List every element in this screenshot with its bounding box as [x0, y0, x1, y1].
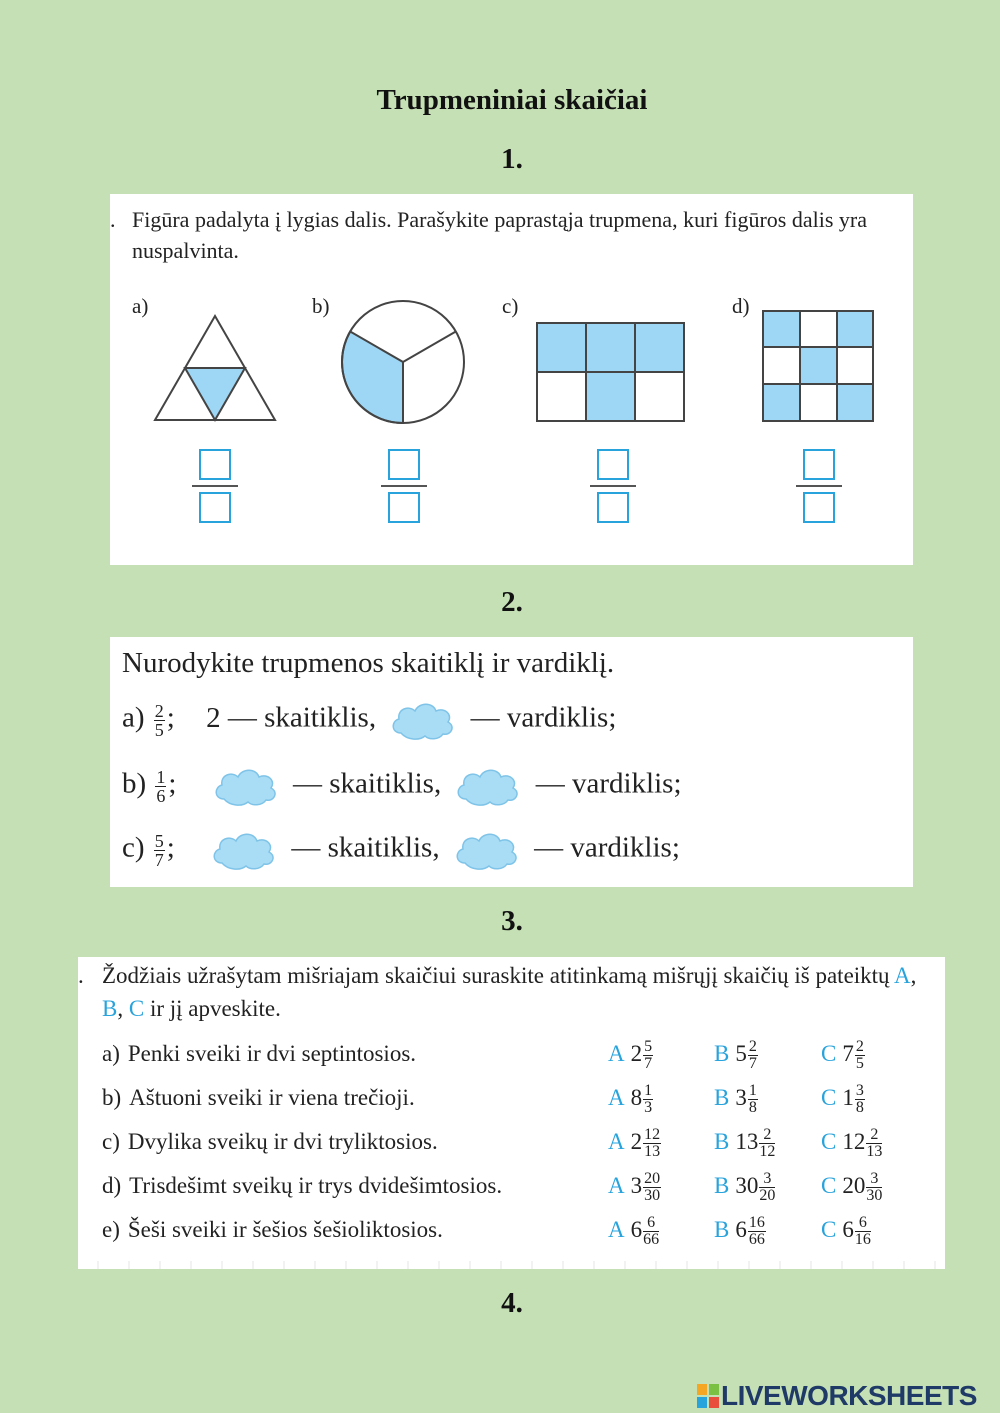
answer-c-fraction-bar: [590, 485, 636, 487]
option-fraction: $\frac{6}{16}$: [854, 1214, 871, 1248]
option-a[interactable]: [608, 1039, 653, 1072]
option-whole: 12: [842, 1128, 866, 1154]
item-c-fraction: $\frac{5}{7}$: [154, 830, 164, 870]
option-fraction: $\frac{3}{8}$: [855, 1082, 864, 1116]
option-a[interactable]: [608, 1083, 653, 1116]
answer-b-denominator-input[interactable]: [388, 492, 420, 523]
row-text: Dvylika sveikų ir dvi tryliktosios.: [127, 1129, 438, 1154]
figure-a-triangle: [150, 312, 280, 424]
option-b[interactable]: [714, 1127, 775, 1160]
option-b[interactable]: [714, 1083, 758, 1116]
option-whole: 20: [842, 1172, 866, 1198]
item-b-numerator-cloud-input[interactable]: [212, 765, 280, 807]
letter-b: B: [102, 996, 118, 1021]
row-text: Šeši sveiki ir šešios šešioliktosios.: [127, 1217, 443, 1242]
answer-d-denominator-input[interactable]: [803, 492, 835, 523]
option-whole: 1: [842, 1084, 854, 1110]
bottom-tick-marks: [78, 1261, 945, 1269]
figure-d-grid: [762, 310, 874, 422]
option-fraction: $\frac{2}{5}$: [855, 1038, 864, 1072]
figure-b-circle: [338, 300, 468, 426]
row-label: e): [102, 1217, 120, 1242]
option-whole: 6: [735, 1216, 747, 1242]
page-title: Trupmeniniai skaičiai: [376, 84, 648, 116]
exercise-1-bullet: .: [110, 207, 116, 232]
comma-2: ,: [117, 996, 124, 1021]
exercise-3-row: [102, 1217, 443, 1261]
answer-c-denominator-input[interactable]: [597, 492, 629, 523]
option-letter: B: [714, 1040, 730, 1066]
option-whole: 2: [630, 1040, 643, 1066]
option-whole: 2: [630, 1128, 643, 1154]
item-a-vardiklis-text: — vardiklis;: [470, 701, 617, 734]
exercise-3-row: [102, 1085, 415, 1129]
item-b-skaitiklis-text: — skaitiklis,: [292, 767, 442, 800]
option-whole: 8: [630, 1084, 643, 1110]
exercise-3-instruction-part1: Žodžiais užrašytam mišriajam skaičiui suraskite atitinkamą mišrųjį skaičių iš pateiktų: [102, 963, 890, 988]
option-letter: C: [821, 1172, 837, 1198]
answer-d-numerator-input[interactable]: [803, 449, 835, 480]
row-text: Penki sveiki ir dvi septintosios.: [127, 1041, 417, 1066]
answer-b-numerator-input[interactable]: [388, 449, 420, 480]
option-letter: B: [714, 1216, 730, 1242]
figure-b-label: b): [312, 294, 330, 318]
option-b[interactable]: [714, 1039, 758, 1072]
liveworksheets-mark-icon: [697, 1384, 719, 1408]
letter-c: C: [128, 996, 145, 1021]
section-number-4: 4.: [501, 1287, 523, 1319]
answer-b-fraction-bar: [381, 485, 427, 487]
option-a[interactable]: [608, 1215, 659, 1248]
answer-a-fraction-bar: [192, 485, 238, 487]
option-letter: C: [821, 1040, 837, 1066]
option-whole: 3: [735, 1084, 747, 1110]
section-number-2: 2.: [501, 586, 523, 618]
option-c[interactable]: [821, 1171, 882, 1204]
option-whole: 7: [842, 1040, 854, 1066]
item-a-denominator-cloud-input[interactable]: [389, 699, 457, 741]
option-b[interactable]: [714, 1171, 775, 1204]
option-b[interactable]: [714, 1215, 766, 1248]
option-fraction: $\frac{1}{3}$: [644, 1082, 653, 1116]
option-c[interactable]: [821, 1127, 882, 1160]
option-whole: 6: [842, 1216, 854, 1242]
row-text: Aštuoni sveiki ir viena trečioji.: [129, 1085, 415, 1110]
option-fraction: $\frac{1}{8}$: [748, 1082, 757, 1116]
option-c[interactable]: [821, 1215, 871, 1248]
exercise-2-item-a: a) $\frac{2}{5}$ ; 2 — skaitiklis, — vardiklis;: [122, 700, 617, 740]
liveworksheets-logo: [697, 1380, 977, 1412]
option-letter: C: [821, 1084, 837, 1110]
option-fraction: $\frac{12}{13}$: [644, 1126, 661, 1160]
option-whole: 30: [735, 1172, 759, 1198]
row-label: c): [102, 1129, 120, 1154]
item-a-given-numerator: 2: [206, 701, 221, 734]
option-letter: C: [821, 1216, 837, 1242]
row-text: Trisdešimt sveikų ir trys dvidešimtosios.: [129, 1173, 503, 1198]
exercise-3-panel: [78, 957, 945, 1269]
item-c-vardiklis-text: — vardiklis;: [534, 831, 680, 864]
item-b-vardiklis-text: — vardiklis;: [535, 767, 682, 800]
item-b-denominator-cloud-input[interactable]: [454, 765, 522, 807]
letter-a: A: [894, 963, 911, 988]
row-label: a): [102, 1041, 120, 1066]
item-b-fraction: $\frac{1}{6}$: [156, 766, 166, 806]
item-b-label: b): [122, 767, 147, 800]
option-letter: A: [608, 1216, 625, 1242]
option-letter: C: [821, 1128, 837, 1154]
liveworksheets-brand: LIVEWORKSHEETS: [721, 1380, 977, 1411]
option-fraction: $\frac{2}{12}$: [759, 1126, 776, 1160]
option-letter: A: [608, 1128, 625, 1154]
option-whole: 13: [735, 1128, 759, 1154]
item-a-skaitiklis-text: — skaitiklis,: [227, 701, 377, 734]
exercise-3-row: [102, 1041, 416, 1085]
option-letter: B: [714, 1128, 730, 1154]
section-number-3: 3.: [501, 905, 523, 937]
option-c[interactable]: [821, 1083, 865, 1116]
item-a-fraction: $\frac{2}{5}$: [154, 700, 164, 740]
option-fraction: $\frac{5}{7}$: [644, 1038, 653, 1072]
exercise-1-instruction: Figūra padalyta į lygias dalis. Parašykite paprastąja trupmena, kuri figūros dalis yra nuspalvinta.: [132, 207, 867, 263]
option-fraction: $\frac{3}{30}$: [866, 1170, 883, 1204]
exercise-3-instruction-block: [78, 959, 932, 1025]
exercise-2-item-c: c) $\frac{5}{7}$ ; — skaitiklis, — vardiklis;: [122, 830, 680, 870]
exercise-2-panel: [110, 637, 913, 887]
section-number-1: 1.: [501, 143, 523, 175]
exercise-3-bullet: .: [78, 963, 84, 988]
option-letter: B: [714, 1172, 730, 1198]
option-fraction: $\frac{3}{20}$: [759, 1170, 776, 1204]
answer-a-denominator-input[interactable]: [199, 492, 231, 523]
exercise-1-instruction-block: [110, 204, 902, 266]
exercise-3-row: [102, 1129, 438, 1173]
figure-d-label: d): [732, 294, 750, 318]
item-c-label: c): [122, 831, 145, 864]
option-letter: B: [714, 1084, 730, 1110]
exercise-3-row: [102, 1173, 502, 1217]
answer-a-numerator-input[interactable]: [199, 449, 231, 480]
option-whole: 3: [630, 1172, 643, 1198]
option-a[interactable]: [608, 1171, 661, 1204]
item-c-denominator-cloud-input[interactable]: [453, 829, 521, 871]
option-fraction: $\frac{6}{66}$: [643, 1214, 660, 1248]
exercise-2-item-b: b) $\frac{1}{6}$ ; — skaitiklis, — vardiklis;: [122, 766, 682, 806]
row-label: b): [102, 1085, 122, 1110]
option-fraction: $\frac{2}{7}$: [748, 1038, 757, 1072]
answer-d-fraction-bar: [796, 485, 842, 487]
answer-c-numerator-input[interactable]: [597, 449, 629, 480]
item-a-label: a): [122, 701, 145, 734]
option-letter: A: [608, 1172, 625, 1198]
option-letter: A: [608, 1084, 625, 1110]
option-fraction: $\frac{20}{30}$: [644, 1170, 661, 1204]
item-c-skaitiklis-text: — skaitiklis,: [291, 831, 440, 864]
option-a[interactable]: [608, 1127, 661, 1160]
figure-c-label: c): [502, 294, 519, 318]
exercise-1-panel: [110, 194, 913, 565]
option-fraction: $\frac{16}{66}$: [748, 1214, 765, 1248]
figure-a-label: a): [132, 294, 149, 318]
option-letter: A: [608, 1040, 625, 1066]
exercise-2-instruction: Nurodykite trupmenos skaitiklį ir vardiklį.: [122, 647, 615, 679]
row-label: d): [102, 1173, 122, 1198]
comma-1: ,: [910, 963, 917, 988]
option-fraction: $\frac{2}{13}$: [866, 1126, 883, 1160]
figure-c-rectangle: [536, 322, 686, 422]
option-c[interactable]: [821, 1039, 865, 1072]
option-whole: 5: [735, 1040, 747, 1066]
exercise-3-instruction-part2: ir jį apveskite.: [149, 996, 281, 1021]
item-c-numerator-cloud-input[interactable]: [210, 829, 278, 871]
option-whole: 6: [630, 1216, 643, 1242]
